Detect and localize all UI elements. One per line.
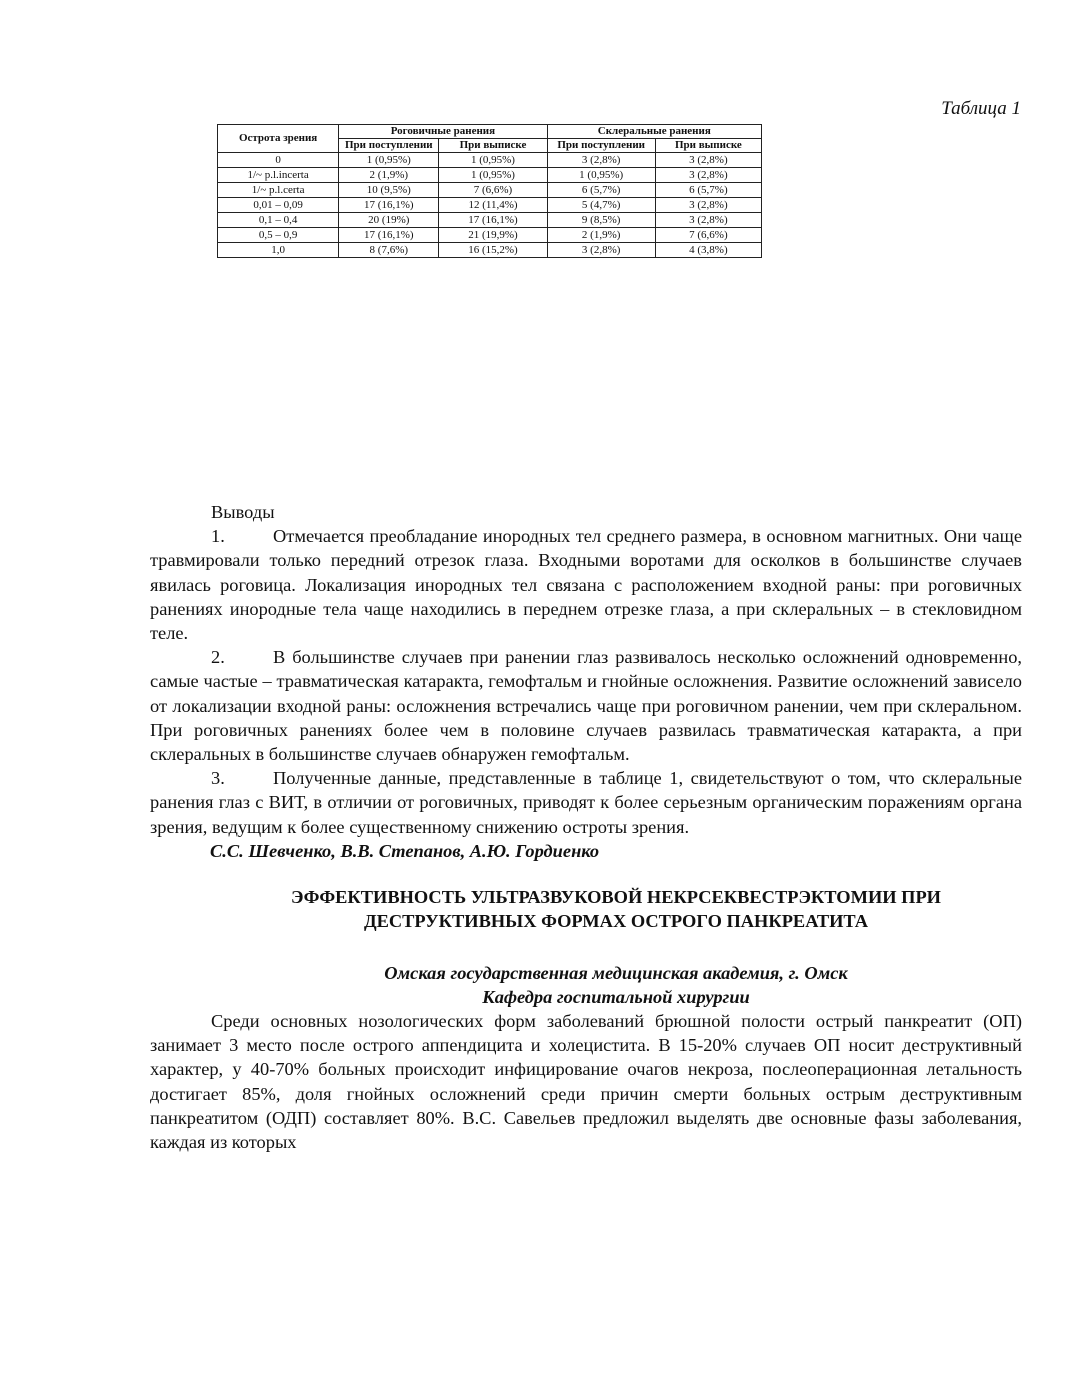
table-cell: 7 (6,6%): [439, 183, 547, 198]
table-cell: 3 (2,8%): [655, 213, 761, 228]
table-row: [218, 168, 762, 183]
table-row: [218, 198, 762, 213]
item-text: В большинстве случаев при ранении глаз развивалось несколько осложнений одновременно, самые частые – травматическая катаракта, гемофтальм и гнойные осложнения. Развитие осложнений зависело от локализации входной раны: осложнения встречались чаще при роговичном ранении, чем при склеральном. При роговичных ранениях более чем в половине случаев развилась травматическая катаракта, а при склеральных в большинстве случаев обнаружен гемофтальм.: [150, 647, 1022, 765]
table-cell: 1,0: [218, 243, 339, 258]
column-header-admission: При поступлении: [547, 139, 655, 153]
table-cell: 4 (3,8%): [655, 243, 761, 258]
table-cell: 0,01 – 0,09: [218, 198, 339, 213]
table-cell: 10 (9,5%): [339, 183, 439, 198]
table-cell: 17 (16,1%): [339, 228, 439, 243]
table-cell: 7 (6,6%): [655, 228, 761, 243]
column-header-discharge: При выписке: [655, 139, 761, 153]
table-cell: 1/~ p.l.incerta: [218, 168, 339, 183]
table-cell: 5 (4,7%): [547, 198, 655, 213]
table-cell: 21 (19,9%): [439, 228, 547, 243]
table-row: [218, 213, 762, 228]
affiliation-line: Омская государственная медицинская академия, г. Омск: [384, 963, 848, 984]
table-row: [218, 228, 762, 243]
table-cell: 8 (7,6%): [339, 243, 439, 258]
table-cell: 1 (0,95%): [439, 153, 547, 168]
column-group-scleral: Склеральные ранения: [547, 125, 761, 139]
table-cell: 6 (5,7%): [655, 183, 761, 198]
article-body-paragraph: Среди основных нозологических форм заболеваний брюшной полости острый панкреатит (ОП) занимает 3 место после острого аппендицита и холецистита. В 15-20% случаев ОП носит деструктивный характер, у 40-70% больных происходит инфицирование очагов некроза, послеоперационная летальность достигает 85%, доля гнойных осложнений среди причин смерти больных острым деструктивным панкреатитом (ОДП) составляет 80%. В.С. Савельев предложил выделять две основные фазы заболевания, каждая из которых: [150, 1011, 1022, 1153]
table-cell: 9 (8,5%): [547, 213, 655, 228]
section-heading: Выводы: [211, 502, 275, 522]
conclusion-item: [150, 524, 1022, 645]
conclusion-item: [150, 766, 1022, 839]
table-cell: 2 (1,9%): [339, 168, 439, 183]
table-cell: 1 (0,95%): [547, 168, 655, 183]
table-cell: 12 (11,4%): [439, 198, 547, 213]
table-cell: 0,1 – 0,4: [218, 213, 339, 228]
article-affiliation: [150, 961, 1022, 1009]
table-cell: 1/~ p.l.certa: [218, 183, 339, 198]
table-cell: 3 (2,8%): [655, 198, 761, 213]
table-cell: 3 (2,8%): [655, 168, 761, 183]
article-title: [150, 885, 1022, 933]
table-cell: 1 (0,95%): [339, 153, 439, 168]
article-title-line: ЭФФЕКТИВНОСТЬ УЛЬТРАЗВУКОВОЙ НЕКРСЕКВЕСТРЭКТОМИИ ПРИ: [291, 887, 941, 908]
article-authors: С.С. Шевченко, В.В. Степанов, А.Ю. Гордиенко: [210, 840, 600, 861]
table-caption: Таблица 1: [941, 98, 1021, 119]
column-header-discharge: При выписке: [439, 139, 547, 153]
column-header-admission: При поступлении: [339, 139, 439, 153]
item-number: 1.: [211, 526, 225, 547]
table-cell: 3 (2,8%): [547, 153, 655, 168]
item-text: Отмечается преобладание инородных тел среднего размера, в основном магнитных. Они чаще травмировали только передний отрезок глаза. Входными воротами для осколков в большинстве случаев явилась роговица. Локализация инородных тел связана с расположением входной раны: при роговичных ранениях инородные тела чаще находились в переднем отрезке глаза, а при склеральных – в стекловидном теле.: [150, 526, 1022, 644]
table-row: [218, 153, 762, 168]
column-header-acuity: Острота зрения: [218, 125, 339, 153]
conclusions-section: [150, 500, 1022, 1154]
table-cell: 0: [218, 153, 339, 168]
table-cell: 17 (16,1%): [339, 198, 439, 213]
table-cell: 2 (1,9%): [547, 228, 655, 243]
table-cell: 6 (5,7%): [547, 183, 655, 198]
article-title-line: ДЕСТРУКТИВНЫХ ФОРМАХ ОСТРОГО ПАНКРЕАТИТА: [363, 911, 869, 932]
affiliation-line: Кафедра госпитальной хирургии: [482, 987, 750, 1008]
table-cell: 1 (0,95%): [439, 168, 547, 183]
table-cell: 17 (16,1%): [439, 213, 547, 228]
table-cell: 20 (19%): [339, 213, 439, 228]
item-number: 2.: [211, 647, 225, 668]
visual-acuity-table: [217, 124, 762, 258]
table-row: [218, 243, 762, 258]
table-cell: 0,5 – 0,9: [218, 228, 339, 243]
table-row: [218, 183, 762, 198]
item-number: 3.: [211, 768, 225, 789]
item-text: Полученные данные, представленные в таблице 1, свидетельствуют о том, что склеральные ранения глаз с ВИТ, в отличии от роговичных, приводят к более серьезным органическим поражениям органа зрения, ведущим к более существенному снижению остроты зрения.: [150, 768, 1022, 837]
table-cell: 16 (15,2%): [439, 243, 547, 258]
conclusion-item: [150, 645, 1022, 766]
table-cell: 3 (2,8%): [655, 153, 761, 168]
column-group-corneal: Роговичные ранения: [339, 125, 547, 139]
table-cell: 3 (2,8%): [547, 243, 655, 258]
